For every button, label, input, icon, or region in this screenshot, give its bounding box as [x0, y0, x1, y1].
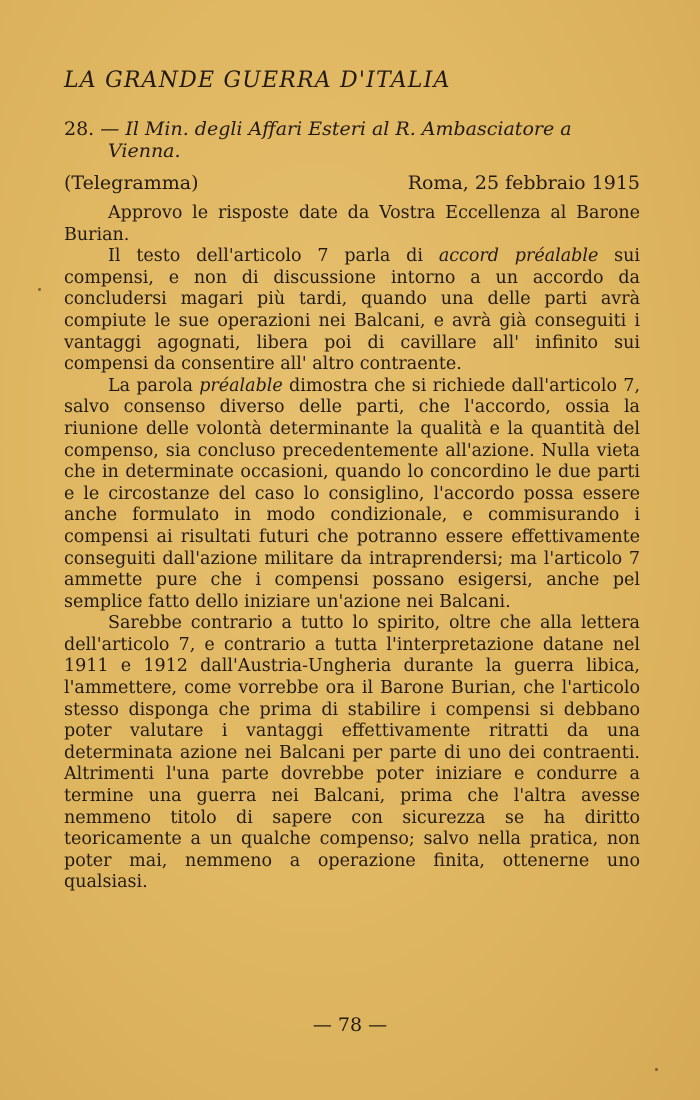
paper-speck [655, 1068, 658, 1071]
document-title-continued: Vienna. [108, 140, 181, 162]
italic-term: préalable [199, 375, 283, 396]
paragraph: La parola préalable dimostra che si richiede dall'articolo 7, salvo consenso diverso delle parti, che l'accordo, ossia la riunione delle volontà determinante la qualità e la quantità del compenso, sia concluso precedentemente all'azione. Nulla vieta che in determinate occasioni, quando lo concordino le due parti e le circostanze del caso lo consiglino, l'accordo possa essere anche formulato in modo condizionale, e commisurando i compensi ai risultati futuri che potranno essere effettivamente conseguiti dall'azione militare da intraprendersi; ma l'articolo 7 ammette pure che i compensi possano esigersi, anche pel semplice fatto dello iniziare un'azione nei Balcani. [64, 375, 641, 612]
italic-term: accord préalable [438, 246, 599, 267]
page-number: — 78 — [312, 1014, 388, 1036]
body-text [64, 203, 640, 894]
document-title: Il Min. degli Affari Esteri al R. Ambasciatore a [125, 118, 572, 140]
paper-speck [38, 288, 41, 291]
paragraph: Approvo le risposte date da Vostra Eccellenza al Barone Burian. [64, 203, 640, 245]
document-heading [64, 118, 644, 162]
document-type: (Telegramma) [64, 172, 199, 194]
place-date: Roma, 25 febbraio 1915 [407, 172, 640, 194]
document-number: 28. — [64, 118, 120, 140]
running-head: LA GRANDE GUERRA D'ITALIA [64, 68, 451, 93]
paragraph: Sarebbe contrario a tutto lo spirito, oltre che alla lettera dell'articolo 7, e contrario a tutta l'interpretazione datane nel 1911 e 1912 dall'Austria-Ungheria durante la guerra libica, l'ammettere, come vorrebbe ora il Barone Burian, che l'articolo stesso disponga che prima di stabilire i compensi si debbano poter valutare i vantaggi effettivamente ritratti da una determinata azione nei Balcani per parte di uno dei contraenti. Altrimenti l'una parte dovrebbe poter iniziare e condurre a termine una guerra nei Balcani, prima che l'altra avesse nemmeno titolo di sapere con sicurezza se ha diritto teoricamente a un qualche compenso; salvo nella pratica, non poter mai, nemmeno a operazione finita, ottenerne uno qualsiasi. [64, 613, 640, 893]
document-meta [64, 172, 640, 194]
paragraph: Il testo dell'articolo 7 parla di accord préalable sui compensi, e non di discussione intorno a un accordo da concludersi magari più tardi, quando una delle parti avrà compiute le sue operazioni nei Balcani, e avrà già conseguiti i vantaggi agognati, libera poi di cavillare all' infinito sui compensi da consentire all' altro contraente. [64, 246, 640, 375]
